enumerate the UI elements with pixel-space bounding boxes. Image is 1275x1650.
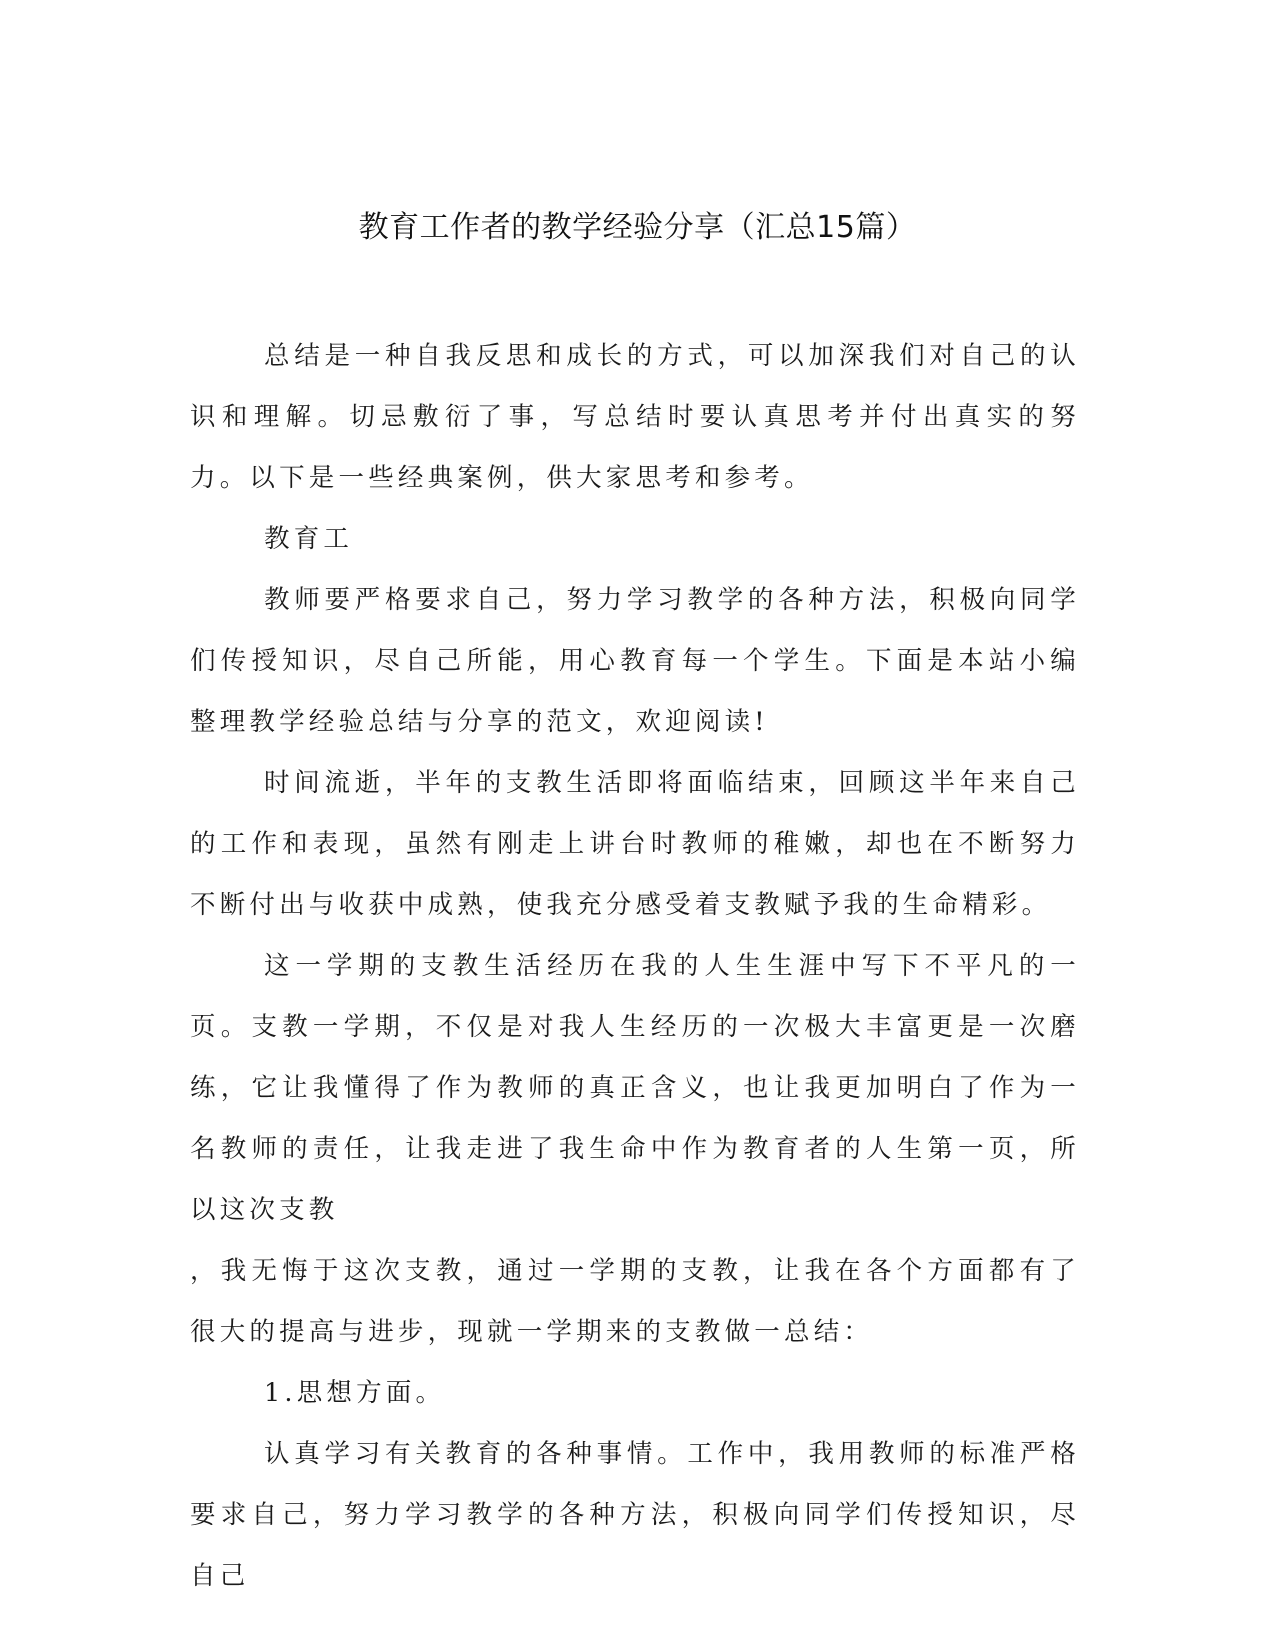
document-title: 教育工作者的教学经验分享（汇总15篇）: [358, 210, 917, 245]
paragraph-teacher-requirements: 教师要严格要求自己，努力学习教学的各种方法，积极向同学们传授知识，尽自己所能，用心教育每一个学生。下面是本站小编整理教学经验总结与分享的范文，欢迎阅读!: [190, 585, 1080, 737]
paragraph-semester-experience: 这一学期的支教生活经历在我的人生生涯中写下不平凡的一页。支教一学期，不仅是对我人生经历的一次极大丰富更是一次磨练，它让我懂得了作为教师的真正含义，也让我更加明白了作为一名教师的责任，让我走进了我生命中作为教育者的人生第一页，所以这次支教: [190, 951, 1080, 1225]
paragraph-section-heading: 教育工: [264, 524, 354, 554]
document-body: [190, 326, 1080, 1607]
paragraph-intro: 总结是一种自我反思和成长的方式，可以加深我们对自己的认识和理解。切忌敷衍了事，写总结时要认真思考并付出真实的努力。以下是一些经典案例，供大家思考和参考。: [190, 341, 1080, 493]
paragraph-study-education: 认真学习有关教育的各种事情。工作中，我用教师的标准严格要求自己，努力学习教学的各种方法，积极向同学们传授知识，尽自己: [190, 1439, 1080, 1591]
paragraph-no-regret: ，我无悔于这次支教，通过一学期的支教，让我在各个方面都有了很大的提高与进步，现就一学期来的支教做一总结：: [190, 1256, 1080, 1347]
paragraph-thought-heading: 1.思想方面。: [264, 1378, 446, 1408]
paragraph-time-passing: 时间流逝，半年的支教生活即将面临结束，回顾这半年来自己的工作和表现，虽然有刚走上讲台时教师的稚嫩，却也在不断努力不断付出与收获中成熟，使我充分感受着支教赋予我的生命精彩。: [190, 768, 1080, 920]
